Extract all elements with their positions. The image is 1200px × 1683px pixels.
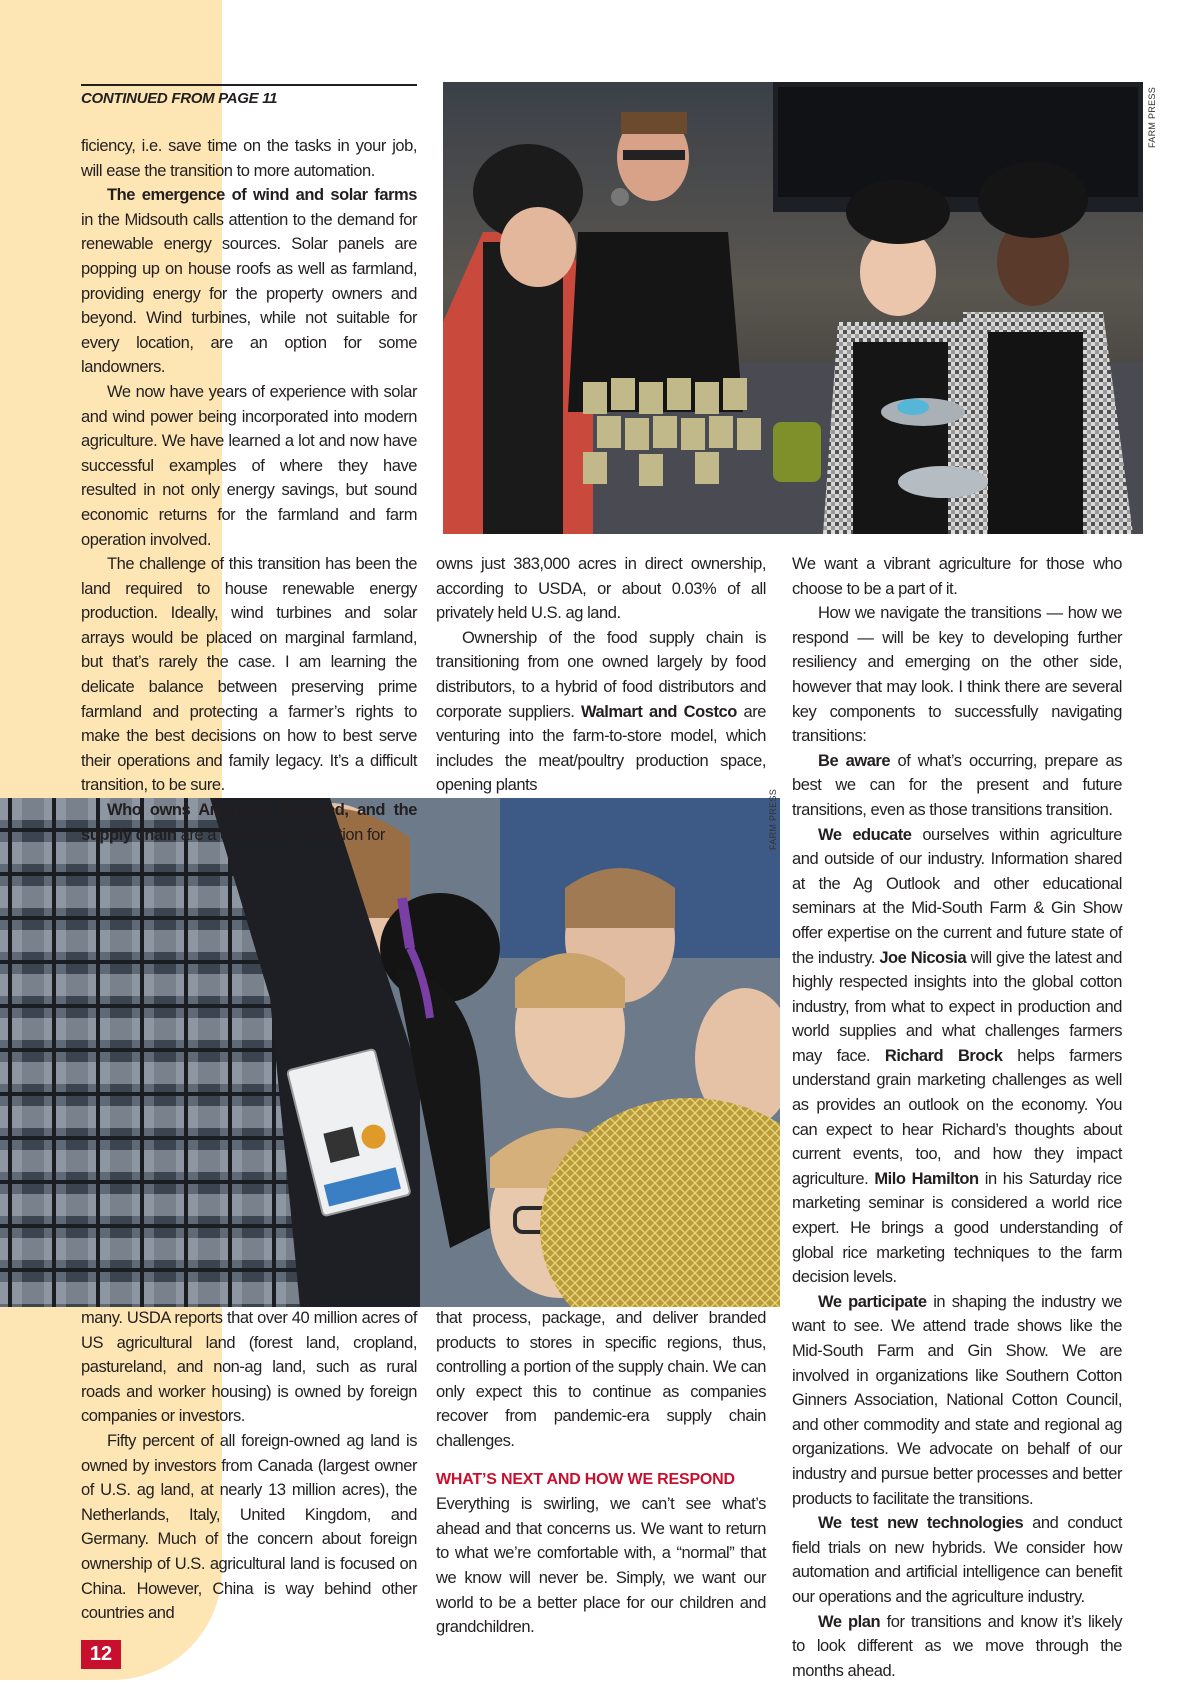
paragraph: We want a vibrant agriculture for those who choose to be a part of it. bbox=[792, 555, 1122, 598]
paragraph: that process, package, and deliver branded products to stores in specific regions, thus, controlling a portion of the supply chain. We can only expect this to continue as companies recover from pandemic-era supply chain challenges. bbox=[436, 1309, 766, 1450]
paragraph: We test new technologies and conduct field trials on new hybrids. We consider how automation and artificial intelligence can benefit our operations and the agriculture industry. bbox=[792, 1514, 1122, 1606]
section-subhead: WHAT’S NEXT AND HOW WE RESPOND bbox=[436, 1470, 735, 1488]
column-2-bottom bbox=[436, 1306, 766, 1640]
paragraph: many. USDA reports that over 40 million acres of US agricultural land (forest land, cropland, pastureland, and non-ag land, such as rural roads and worker housing) is owned by foreign companies or investors. bbox=[81, 1309, 417, 1426]
paragraph: Ownership of the food supply chain is transitioning from one owned largely by food distributors, to a hybrid of food distributors and corporate suppliers. Walmart and Costco are venturing into the farm-to-store model, which includes the meat/poultry production space, opening plants bbox=[436, 628, 766, 795]
lead-in: The emergence of wind and solar farms bbox=[107, 186, 417, 205]
paragraph: Be aware of what’s occurring, prepare as best we can for the present and future transitions, even as those transitions transition. bbox=[792, 751, 1122, 819]
photo-puppy-children bbox=[0, 798, 780, 1307]
continued-label: CONTINUED FROM PAGE 11 bbox=[81, 90, 278, 107]
column-1-bottom bbox=[81, 1306, 417, 1626]
paragraph: We now have years of experience with solar and wind power being incorporated into modern agriculture. We have learned a lot and now have successful examples of where they have resulted in not only energy savings, but sound economic returns for the farmland and farm operation involved. bbox=[81, 382, 417, 549]
speaker-name: Milo Hamilton bbox=[874, 1169, 979, 1188]
paragraph: The challenge of this transition has been the land required to house renewable energy production. Ideally, wind turbines and solar arrays would be placed on marginal farmland, but that’s rarely the case. I am learning the delicate balance between preserving prime farmland and protecting a farmer’s rights to make the best decisions on how to best serve their operations and family legacy. It’s a difficult transition, to be sure. bbox=[81, 555, 417, 795]
paragraph: owns just 383,000 acres in direct ownership, according to USDA, or about 0.03% of all privately held U.S. ag land. bbox=[436, 555, 766, 623]
photo-cooking-demo bbox=[443, 82, 1143, 534]
paragraph: Who owns American farmland, and the supply chain are a concerning transition for bbox=[81, 801, 417, 844]
lead-in: We plan bbox=[818, 1612, 881, 1631]
paragraph: We educate ourselves within agriculture and outside of our industry. Information shared at the Ag Outlook and other educational seminars at the Mid-South Farm & Gin Show offer expertise on the current and future state of the industry. Joe Nicosia will give the latest and highly respected insights into the global cotton industry, from what to expect in production and world supplies and what challenges farmers may face. Richard Brock helps farmers understand grain marketing challenges as well as provides an outlook on the economy. You can expect to hear Richard’s thoughts about current events, too, and how they impact agriculture. Milo Hamilton in his Saturday rice marketing seminar is considered a world rice expert. He brings a good understanding of global rice marketing techniques to the farm decision levels. bbox=[792, 825, 1123, 1287]
speaker-name: Richard Brock bbox=[884, 1046, 1003, 1065]
photo-credit-middle: FARM PRESS bbox=[768, 788, 778, 850]
header-rule bbox=[81, 84, 417, 86]
paragraph: The emergence of wind and solar farms in the Midsouth calls attention to the demand for renewable energy sources. Solar panels are popping up on house roofs as well as farmland, providing energy for the property owners and beyond. Wind turbines, while not suitable for every location, are an option for some landowners. bbox=[81, 186, 417, 377]
column-3 bbox=[792, 552, 1122, 1683]
paragraph: We participate in shaping the industry we want to see. We attend trade shows like the Mid-South Farm and Gin Show. We are involved in organizations like Southern Cotton Ginners Association, National Cotton Council, and other commodity and state and regional ag organizations. We advocate on behalf of our industry and pursue better processes and better products to facilitate the transitions. bbox=[792, 1292, 1123, 1508]
paragraph: Everything is swirling, we can’t see what’s ahead and that concerns us. We want to return to what we’re comfortable with, a “normal” that we know will never be. Simply, we want our world to be a better place for our children and grandchildren. bbox=[436, 1495, 766, 1637]
page-number: 12 bbox=[81, 1640, 121, 1669]
photo-credit-top: FARM PRESS bbox=[1147, 86, 1157, 148]
lead-in: Be aware bbox=[818, 751, 891, 770]
lead-in: We test new technologies bbox=[818, 1514, 1024, 1533]
paragraph: Fifty percent of all foreign-owned ag land is owned by investors from Canada (largest owner of U.S. ag land, at nearly 13 million acres), the Netherlands, Italy, United Kingdom, and Germany. Much of the concern about foreign ownership of U.S. agricultural land is focused on China. However, China is way behind other countries and bbox=[81, 1431, 417, 1623]
speaker-name: Joe Nicosia bbox=[879, 948, 967, 967]
column-2-top bbox=[436, 552, 766, 798]
lead-in: We educate bbox=[818, 825, 912, 844]
lead-in: We participate bbox=[818, 1292, 927, 1311]
paragraph: How we navigate the transitions — how we respond — will be key to developing further resiliency and emerging on the other side, however that may look. I think there are several key components to successfully navigating transitions: bbox=[792, 604, 1122, 746]
paragraph: ficiency, i.e. save time on the tasks in your job, will ease the transition to more automation. bbox=[81, 137, 417, 180]
lead-in: Who owns American farmland, and the supply chain bbox=[81, 801, 417, 844]
column-1-top bbox=[81, 134, 417, 847]
paragraph: We plan for transitions and know it’s likely to look different as we move through the months ahead. bbox=[792, 1612, 1122, 1680]
lead-in: Walmart and Costco bbox=[581, 702, 737, 721]
